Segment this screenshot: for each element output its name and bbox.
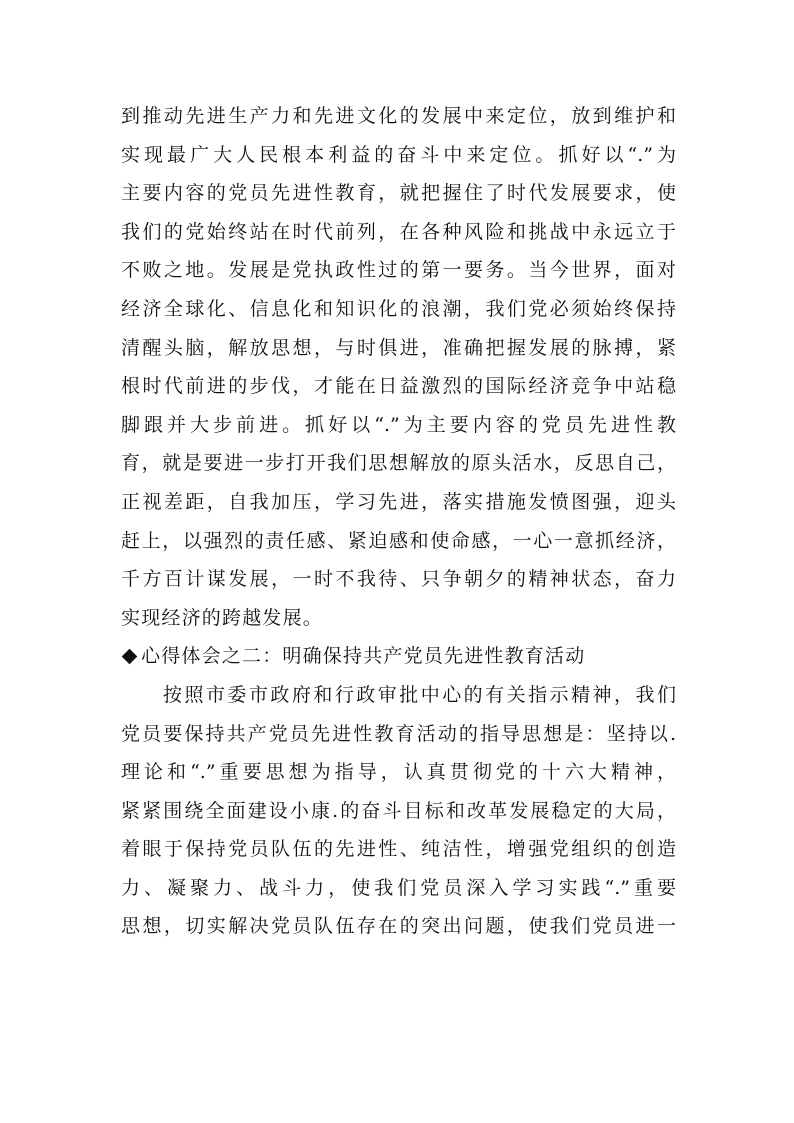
- paragraph-line: 思想，切实解决党员队伍存在的突出问题，使我们党员进一: [121, 915, 676, 938]
- paragraph-line: 不败之地。发展是党执政性过的第一要务。当今世界，面对: [121, 259, 676, 282]
- paragraph-line: 千方百计谋发展，一时不我待、只争朝夕的精神状态，奋力: [121, 568, 676, 591]
- document-body: [121, 97, 676, 946]
- paragraph-line: 实现经济的跨越发展。: [121, 606, 324, 629]
- paragraph-line: 理论和“.”重要思想为指导，认真贯彻党的十六大精神，: [121, 761, 676, 784]
- paragraph-line: 力、凝聚力、战斗力，使我们党员深入学习实践“.”重要: [121, 876, 676, 899]
- paragraph-line: 赶上，以强烈的责任感、紧迫感和使命感，一心一意抓经济，: [121, 529, 676, 552]
- paragraph-line: 育，就是要进一步打开我们思想解放的原头活水，反思自己，: [121, 452, 676, 475]
- paragraph-line: 着眼于保持党员队伍的先进性、纯洁性，增强党组织的创造: [121, 838, 676, 861]
- paragraph-line: 实现最广大人民根本利益的奋斗中来定位。抓好以“.”为: [121, 143, 676, 166]
- paragraph-line: 清醒头脑，解放思想，与时俱进，准确把握发展的脉搏，紧: [121, 336, 676, 359]
- section-heading-text: 心得体会之二：明确保持共产党员先进性教育活动: [141, 645, 586, 668]
- paragraph-line: 脚跟并大步前进。抓好以“.”为主要内容的党员先进性教: [121, 413, 676, 436]
- diamond-bullet-icon: [122, 649, 138, 665]
- paragraph-line: 按照市委市政府和行政审批中心的有关指示精神，我们: [163, 683, 676, 706]
- paragraph-2: [121, 676, 676, 946]
- paragraph-line: 党员要保持共产党员先进性教育活动的指导思想是：坚持以.: [121, 722, 676, 745]
- paragraph-line: 正视差距，自我加压，学习先进，落实措施发愤图强，迎头: [121, 490, 676, 513]
- paragraph-1: [121, 97, 676, 637]
- paragraph-line: 主要内容的党员先进性教育，就把握住了时代发展要求，使: [121, 182, 676, 205]
- paragraph-line: 我们的党始终站在时代前列，在各种风险和挑战中永远立于: [121, 220, 676, 243]
- paragraph-line: 根时代前进的步伐，才能在日益激烈的国际经济竞争中站稳: [121, 375, 676, 398]
- paragraph-line: 经济全球化、信息化和知识化的浪潮，我们党必须始终保持: [121, 297, 676, 320]
- paragraph-line: 到推动先进生产力和先进文化的发展中来定位，放到维护和: [121, 105, 676, 127]
- section-heading: [121, 637, 676, 676]
- paragraph-line: 紧紧围绕全面建设小康.的奋斗目标和改革发展稳定的大局，: [121, 799, 676, 822]
